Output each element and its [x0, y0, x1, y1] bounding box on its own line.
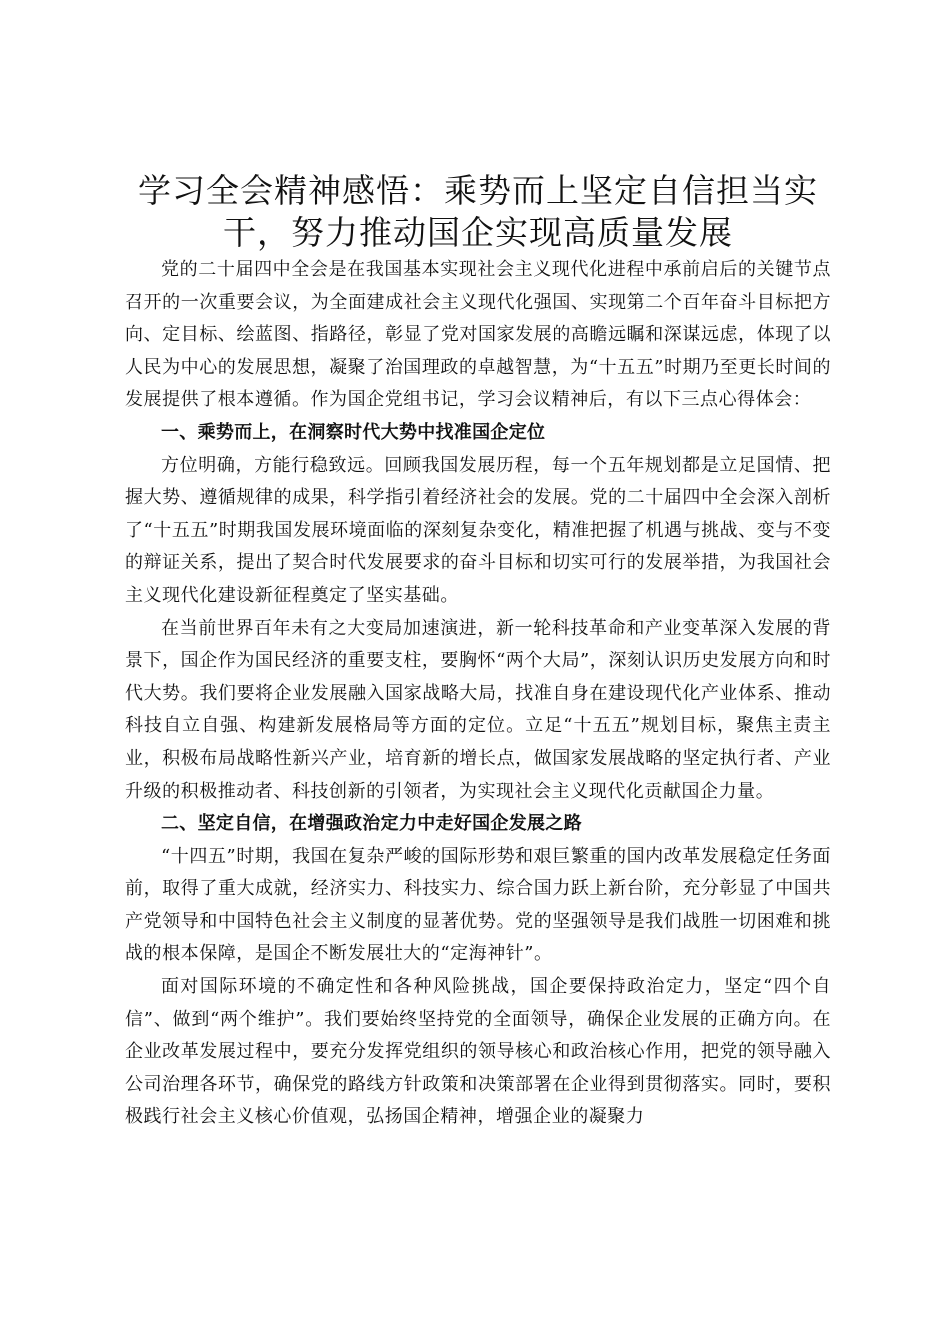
section-heading-2: 二、坚定自信，在增强政治定力中走好国企发展之路 [161, 813, 582, 835]
section-2-paragraph-1: “十四五”时期，我国在复杂严峻的国际形势和艰巨繁重的国内改革发展稳定任务面前，取得了重大成就，经济实力、科技实力、综合国力跃上新台阶，充分彰显了中国共产党领导和中国特色社会主义制度的显著优势。党的坚强领导是我们战胜一切困难和挑战的根本保障，是国企不断发展壮大的“定海神针”。 [125, 845, 831, 965]
section-heading-1: 一、乘势而上，在洞察时代大势中找准国企定位 [161, 421, 546, 443]
section-1-paragraph-1: 方位明确，方能行稳致远。回顾我国发展历程，每一个五年规划都是立足国情、把握大势、遵循规律的成果，科学指引着经济社会的发展。党的二十届四中全会深入剖析了“十五五”时期我国发展环境面临的深刻复杂变化，精准把握了机遇与挑战、变与不变的辩证关系，提出了契合时代发展要求的奋斗目标和切实可行的发展举措，为我国社会主义现代化建设新征程奠定了坚实基础。 [125, 454, 831, 606]
intro-paragraph: 党的二十届四中全会是在我国基本实现社会主义现代化进程中承前启后的关键节点召开的一次重要会议，为全面建成社会主义现代化强国、实现第二个百年奋斗目标把方向、定目标、绘蓝图、指路径，彰显了党对国家发展的高瞻远瞩和深谋远虑，体现了以人民为中心的发展思想，凝聚了治国理政的卓越智慧，为“十五五”时期乃至更长时间的发展提供了根本遵循。作为国企党组书记，学习会议精神后，有以下三点心得体会： [125, 259, 831, 411]
section-2-paragraph-2: 面对国际环境的不确定性和各种风险挑战，国企要保持政治定力，坚定“四个自信”、做到“两个维护”。我们要始终坚持党的全面领导，确保企业发展的正确方向。在企业改革发展过程中，要充分发挥党组织的领导核心和政治核心作用，把党的领导融入公司治理各环节，确保党的路线方针政策和决策部署在企业得到贯彻落实。同时，要积极践行社会主义核心价值观，弘扬国企精神，增强企业的凝聚力 [125, 976, 831, 1128]
document-body [125, 170, 831, 1134]
document-title: 学习全会精神感悟：乘势而上坚定自信担当实干，努力推动国企实现高质量发展 [138, 171, 818, 252]
section-1-paragraph-2: 在当前世界百年未有之大变局加速演进，新一轮科技革命和产业变革深入发展的背景下，国企作为国民经济的重要支柱，要胸怀“两个大局”，深刻认识历史发展方向和时代大势。我们要将企业发展融入国家战略大局，找准自身在建设现代化产业体系、推动科技自立自强、构建新发展格局等方面的定位。立足“十五五”规划目标，聚焦主责主业，积极布局战略性新兴产业，培育新的增长点，做国家发展战略的坚定执行者、产业升级的积极推动者、科技创新的引领者，为实现社会主义现代化贡献国企力量。 [125, 617, 831, 802]
